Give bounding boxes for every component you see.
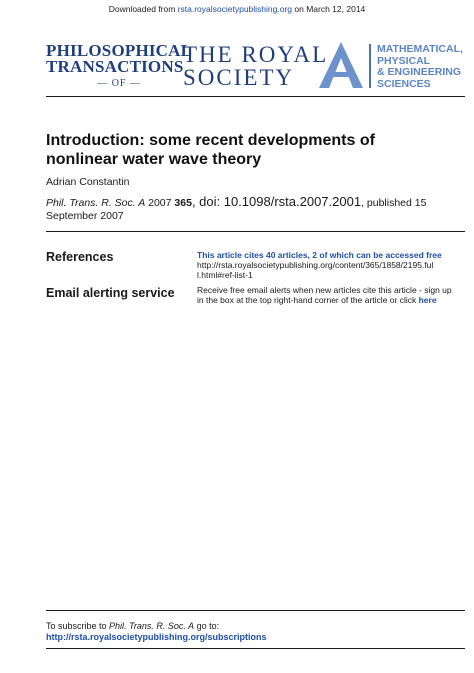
subject-line-engineering: & ENGINEERING [377, 66, 462, 78]
email-alerting-body [197, 285, 467, 305]
subscribe-footer [46, 621, 267, 643]
citation-doi: , doi: 10.1098/rsta.2007.2001 [191, 194, 362, 209]
article-title-line2: nonlinear water wave theory [46, 151, 262, 168]
journal-name: Phil. Trans. R. Soc. A [46, 197, 146, 209]
logo-society-line1: THE ROYAL [183, 42, 329, 67]
subject-area-label [377, 44, 463, 90]
article-author: Adrian Constantin [46, 176, 130, 188]
email-alerting-here-link[interactable]: here [418, 295, 437, 305]
citation-published: , published 15 [361, 197, 427, 209]
article-citation [46, 195, 466, 223]
phil-trans-logo [46, 43, 192, 92]
logo-society-line2: SOCIETY [183, 65, 295, 90]
subscribe-suffix: go to: [194, 621, 220, 631]
header-divider [46, 96, 465, 97]
references-url-line2[interactable]: l.html#ref-list-1 [197, 270, 253, 280]
subscribe-journal: Phil. Trans. R. Soc. A [109, 621, 195, 631]
email-alerting-heading: Email alerting service [46, 286, 175, 300]
download-site-link[interactable]: rsta.royalsocietypublishing.org [177, 4, 293, 14]
references-body [197, 250, 467, 280]
footer-divider-bottom [46, 648, 465, 649]
logo-line-transactions: TRANSACTIONS [46, 57, 184, 76]
footer-divider-top [46, 610, 465, 611]
subscribe-prefix: To subscribe to [46, 621, 110, 631]
subject-line-mathematical: MATHEMATICAL, [377, 43, 463, 55]
subscribe-url-link[interactable]: http://rsta.royalsocietypublishing.org/subscriptions [46, 632, 267, 642]
email-alerting-line2: in the box at the top right-hand corner of the article or click [197, 295, 419, 305]
download-banner [0, 4, 474, 14]
royal-society-logo [183, 43, 328, 89]
references-cites-link[interactable]: This article cites 40 articles, 2 of which can be accessed free [197, 250, 442, 260]
citation-volume: 365 [174, 197, 192, 209]
article-title-line1: Introduction: some recent developments of [46, 132, 375, 149]
subject-line-sciences: SCIENCES [377, 77, 431, 90]
references-heading: References [46, 250, 114, 264]
logo-line-of: — OF — [97, 78, 141, 89]
citation-year: 2007 [145, 197, 175, 209]
logo-divider [369, 44, 371, 88]
series-a-letter-icon [316, 40, 366, 90]
email-alerting-line1: Receive free email alerts when new articles cite this article - sign up [197, 285, 452, 295]
citation-published-date: September 2007 [46, 210, 124, 222]
article-title [46, 131, 466, 169]
logo-line-philosophical: PHILOSOPHICAL [46, 41, 193, 60]
subject-line-physical: PHYSICAL [377, 54, 431, 67]
download-banner-suffix: on March 12, 2014 [292, 4, 366, 14]
references-url-line1[interactable]: http://rsta.royalsocietypublishing.org/content/365/1858/2195.ful [197, 260, 434, 270]
section-divider [46, 231, 465, 232]
download-banner-prefix: Downloaded from [108, 4, 178, 14]
